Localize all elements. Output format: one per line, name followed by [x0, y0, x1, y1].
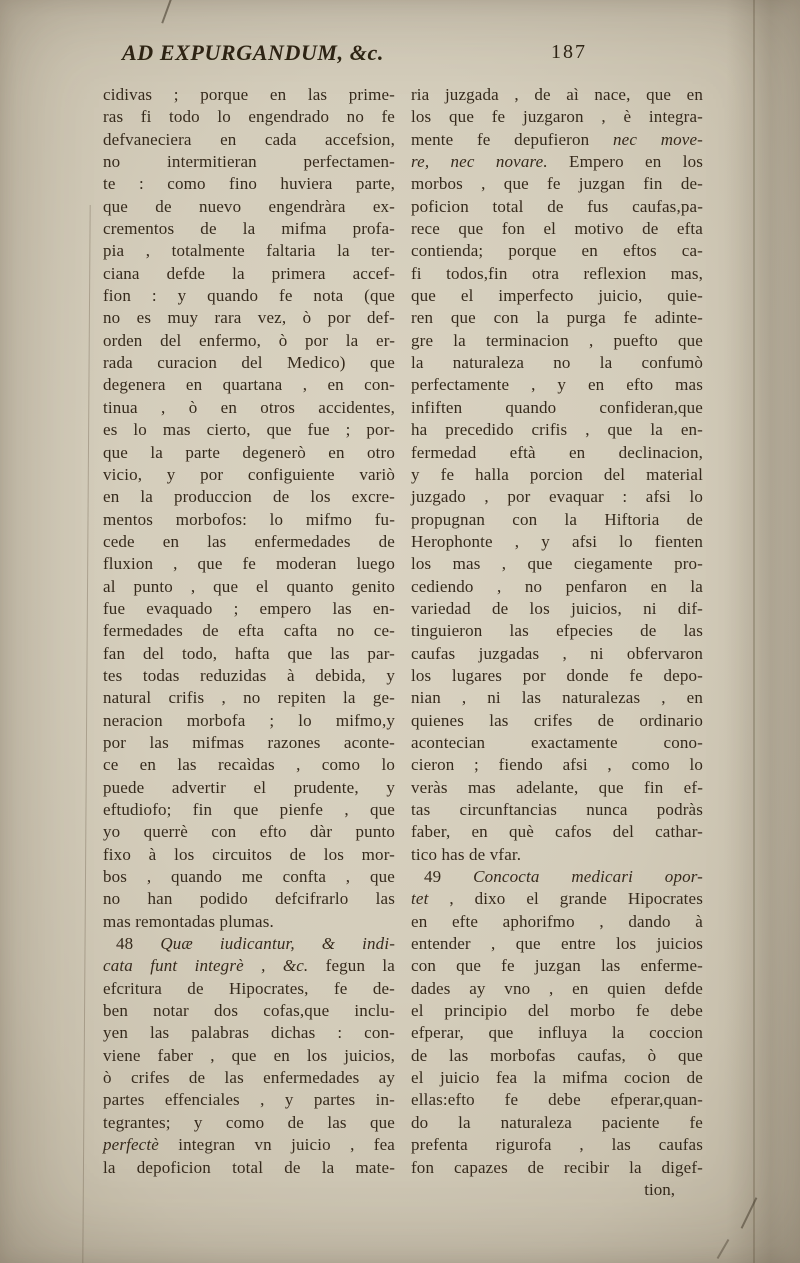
text-line: morbos , que fe juzgan fin de-	[411, 174, 703, 194]
text-line: natural crifis , no repiten la ge-	[103, 688, 395, 708]
text-line: tet , dixo el grande Hipocrates	[411, 889, 703, 909]
text-line: que el imperfecto juicio, quie-	[411, 286, 703, 306]
text-line: faber, en què cafos del cathar-	[411, 822, 703, 842]
text-line: juzgado , por evaquar : afsi lo	[411, 487, 703, 507]
text-line: viene faber , que en los juicios,	[103, 1045, 395, 1065]
text-line: cede en las enfermedades de	[103, 531, 395, 551]
text-line: ben notar dos cofas,que inclu-	[103, 1001, 395, 1021]
text-line: no intermitieran perfectamen-	[103, 152, 395, 172]
text-line: mente fe depufieron nec move-	[411, 129, 703, 149]
text-line: la depoficion total de la mate-	[103, 1157, 395, 1177]
text-line: cieron ; fiendo afsi , como lo	[411, 755, 703, 775]
text-line: y fe halla porcion del material	[411, 464, 703, 484]
text-line: orden del enfermo, ò por la er-	[103, 330, 395, 350]
text-line: poficion total de fus caufas,pa-	[411, 196, 703, 216]
text-line: en la produccion de los excre-	[103, 487, 395, 507]
text-line: rada curacion del Medico) que	[103, 353, 395, 373]
text-line: veràs mas adelante, que fin ef-	[411, 777, 703, 797]
text-line: ras fi todo lo engendrado no fe	[103, 107, 395, 127]
text-line: pia , totalmente faltaria la ter-	[103, 241, 395, 261]
text-line: do la naturaleza paciente fe	[411, 1112, 703, 1132]
text-line: quienes las crifes de ordinario	[411, 710, 703, 730]
text-line: propugnan con la Hiftoria de	[411, 509, 703, 529]
page-header	[103, 40, 703, 82]
text-line: ellas:efto fe debe efperar,quan-	[411, 1090, 703, 1110]
text-line: entender , que entre los juicios	[411, 934, 703, 954]
text-line: acontecian exactamente cono-	[411, 732, 703, 752]
text-line: bos , quando me confta , que	[103, 867, 395, 887]
text-line: ce en las recaìdas , como lo	[103, 755, 395, 775]
catchword: tion,	[644, 1179, 675, 1199]
text-line: yo querrè con efto dàr punto	[103, 822, 395, 842]
text-line: re, nec novare. Empero en los	[411, 152, 703, 172]
running-title: AD EXPURGANDUM, &c.	[122, 40, 384, 65]
text-line: yen las palabras dichas : con-	[103, 1023, 395, 1043]
page-content	[103, 40, 703, 1201]
text-line: fermedades de efta cafta no ce-	[103, 621, 395, 641]
text-line: tes todas reduzidas à debida, y	[103, 665, 395, 685]
text-line: prefenta rigurofa , las caufas	[411, 1135, 703, 1155]
text-line: neracion morbofa ; lo mifmo,y	[103, 710, 395, 730]
text-line: el principio del morbo fe debe	[411, 1001, 703, 1021]
text-line: los mas , que ciegamente pro-	[411, 554, 703, 574]
text-line: no han podido defcifrarlo las	[103, 889, 395, 909]
text-line: cata funt integrè , &c. fegun la	[103, 956, 395, 976]
text-line: partes effenciales , y partes in-	[103, 1090, 395, 1110]
text-line: que de nuevo engendràra ex-	[103, 196, 395, 216]
text-line: no es muy rara vez, ò por def-	[103, 308, 395, 328]
text-line: tinguieron las efpecies de las	[411, 621, 703, 641]
text-line: tas circunftancias nunca podràs	[411, 800, 703, 819]
text-line: ria juzgada , de aì nace, que en	[411, 85, 703, 104]
scan-artifact-bottom-slash	[741, 1197, 758, 1228]
text-line: de las morbofas caufas, ò que	[411, 1045, 703, 1065]
text-line: fermedad eftà en declinacion,	[411, 442, 703, 462]
text-line: los que fe juzgaron , è integra-	[411, 107, 703, 127]
text-line: que la parte degenerò en otro	[103, 442, 395, 462]
text-line: por las mifmas razones aconte-	[103, 732, 395, 752]
text-line: con que fe juzgan las enferme-	[411, 956, 703, 976]
text-line: eftudiofo; fin que pienfe , que	[103, 800, 395, 819]
text-line: fluxion , que fe moderan luego	[103, 554, 395, 574]
text-line: en efte aphorifmo , dando à	[411, 911, 703, 931]
text-line: te : como fino huviera parte,	[103, 174, 395, 194]
right-column-lines	[411, 84, 703, 1179]
text-line: cediendo , no penfaron en la	[411, 576, 703, 596]
text-line: infiften quando confideran,que	[411, 397, 703, 417]
text-line: tinua , ò en otros accidentes,	[103, 397, 395, 417]
text-line: ren que con la purga fe adinte-	[411, 308, 703, 328]
text-line: Herophonte , y afsi lo fienten	[411, 531, 703, 551]
text-line: tico has de vfar.	[411, 844, 522, 864]
right-column	[411, 84, 703, 1201]
text-line: caufas juzgadas , ni obfervaron	[411, 643, 703, 663]
text-line: efperar, que influya la coccion	[411, 1023, 703, 1043]
text-line: puede advertir el prudente, y	[103, 777, 395, 797]
page-number: 187	[551, 41, 587, 63]
text-line: al punto , que el quanto genito	[103, 576, 395, 596]
scan-artifact-bottom-slash-2	[717, 1239, 730, 1259]
text-line: nian , ni las naturalezas , en	[411, 688, 703, 708]
text-line: ò crifes de las enfermedades ay	[103, 1068, 395, 1088]
text-line: es lo mas cierto, que fue ; por-	[103, 420, 395, 440]
text-line: perfectamente , y en efto mas	[411, 375, 703, 395]
scan-artifact-right-fold-line	[753, 0, 755, 1263]
text-line: degenera en quartana , en con-	[103, 375, 395, 395]
text-line: variedad de los juicios, ni dif-	[411, 598, 703, 618]
scan-edge-shadow	[726, 0, 800, 1263]
text-line: vicio, y por configuiente variò	[103, 464, 395, 484]
text-line: fue evaquado ; empero las en-	[103, 598, 395, 618]
text-line: fon capazes de recibir la digef-	[411, 1157, 703, 1177]
scan-artifact-left-fold-line	[82, 205, 90, 1263]
text-line: fion : y quando fe nota (que	[103, 286, 395, 306]
text-columns	[103, 84, 703, 1201]
text-line: dades ay vno , en quien defde	[411, 978, 703, 998]
text-line: gre la terminacion , puefto que	[411, 330, 703, 350]
text-line: mas remontadas plumas.	[103, 911, 274, 931]
text-line: tegrantes; y como de las que	[103, 1112, 395, 1132]
scan-artifact-top-slash	[161, 0, 172, 23]
text-line: la naturaleza no la confumò	[411, 353, 703, 373]
text-line: mentos morbofos: lo mifmo fu-	[103, 509, 395, 529]
text-line: fixo à los circuitos de los mor-	[103, 844, 395, 864]
text-line: ha precedido crifis , que la en-	[411, 420, 703, 440]
left-column	[103, 84, 395, 1201]
text-line: perfectè integran vn juicio , fea	[103, 1135, 395, 1155]
text-line: fan del todo, hafta que las par-	[103, 643, 395, 663]
text-line: el juicio fea la mifma cocion de	[411, 1068, 703, 1088]
text-line: 48 Quæ iudicantur, & indi-	[116, 934, 396, 954]
text-line: cidivas ; porque en las prime-	[103, 85, 395, 104]
text-line: ciana defde la primera accef-	[103, 263, 395, 283]
text-line: fi todos,fin otra reflexion mas,	[411, 263, 703, 283]
text-line: crementos de la mifma profa-	[103, 219, 395, 239]
text-line: 49 Concocta medicari opor-	[424, 867, 703, 887]
text-line: efcritura de Hipocrates, fe de-	[103, 978, 395, 998]
text-line: los lugares por donde fe depo-	[411, 665, 703, 685]
text-line: defvaneciera en cada accefsion,	[103, 129, 395, 149]
text-line: contienda; porque en eftos ca-	[411, 241, 703, 261]
text-line: rece que fon el motivo de efta	[411, 219, 703, 239]
